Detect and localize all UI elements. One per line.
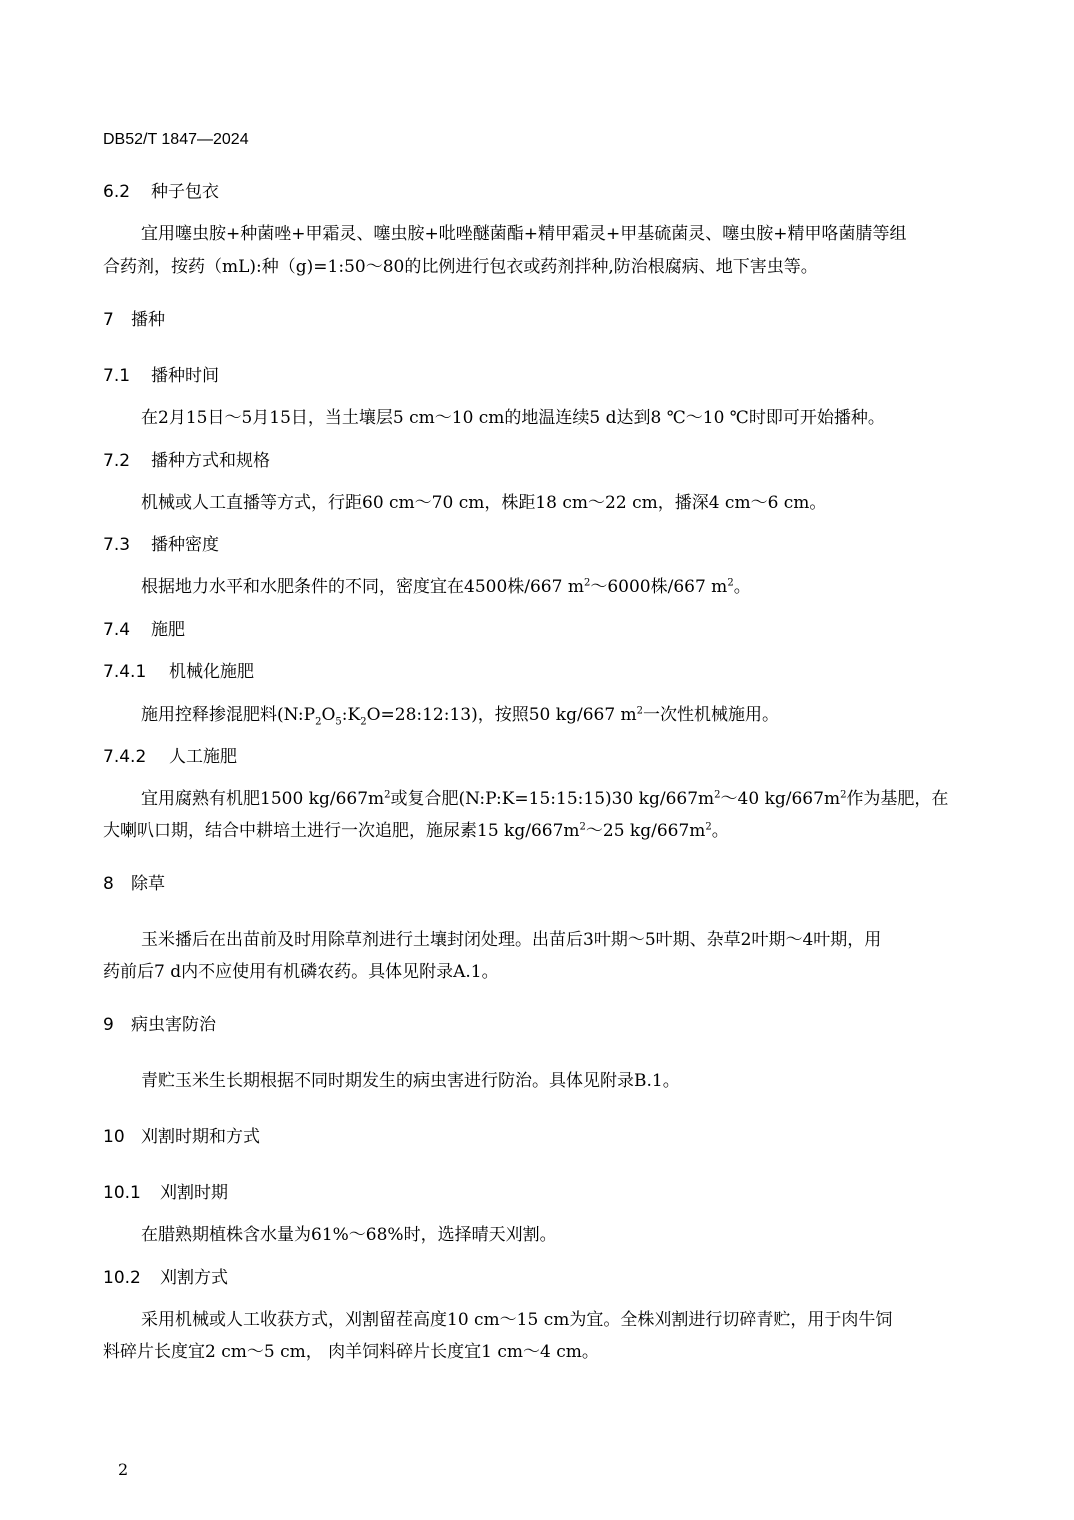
heading-10 <box>103 1122 949 1147</box>
paragraph-7-4-2-line1 <box>141 784 987 809</box>
superscript: 2 <box>636 705 644 717</box>
heading-title: 施肥 <box>151 620 185 640</box>
heading-title: 播种密度 <box>151 535 219 555</box>
heading-7-4 <box>103 615 949 640</box>
text-run: 施用控释掺混肥料(N:P <box>141 705 316 725</box>
superscript: 2 <box>583 577 591 589</box>
superscript: 2 <box>714 789 721 801</box>
text-run: 一次性机械施用。 <box>643 705 780 725</box>
heading-7-3 <box>103 530 949 555</box>
heading-number: 7.2 <box>103 451 131 471</box>
heading-10-2 <box>103 1263 949 1288</box>
heading-7-4-1 <box>103 657 949 682</box>
paragraph-7-3 <box>141 572 987 597</box>
paragraph-6-2-line2: 合药剂，按药（mL):种（g)=1:50～80的比例进行包衣或药剂拌种,防治根腐病、地下害虫等。 <box>103 257 818 277</box>
heading-number: 10 <box>103 1127 125 1147</box>
heading-number: 9 <box>103 1015 114 1035</box>
superscript: 2 <box>705 821 712 833</box>
heading-title: 病虫害防治 <box>131 1015 216 1035</box>
text-run: 。 <box>733 577 751 597</box>
paragraph-10-1: 在腊熟期植株含水量为61%～68%时，选择晴天刈割。 <box>141 1225 557 1245</box>
heading-7-2 <box>103 446 949 471</box>
subscript: 2 <box>360 716 367 728</box>
heading-title: 播种时间 <box>151 366 219 386</box>
paragraph-7-4-2-line2 <box>103 816 949 841</box>
superscript: 2 <box>840 789 847 801</box>
text-run: 根据地力水平和水肥条件的不同，密度宜在4500株/667 m <box>141 577 584 597</box>
superscript: 2 <box>727 577 734 589</box>
heading-8 <box>103 869 949 894</box>
heading-9 <box>103 1010 949 1035</box>
paragraph-10-2-line1: 采用机械或人工收获方式，刈割留茬高度10 cm～15 cm为宜。全株刈割进行切碎青贮，用于肉牛饲 <box>141 1310 893 1330</box>
heading-title: 种子包衣 <box>151 182 219 202</box>
heading-title: 播种方式和规格 <box>151 451 270 471</box>
heading-7-1 <box>103 361 949 386</box>
heading-number: 7.4.1 <box>103 662 147 682</box>
heading-number: 7.4 <box>103 620 131 640</box>
paragraph-6-2-line1: 宜用噻虫胺+种菌唑+甲霜灵、噻虫胺+吡唑醚菌酯+精甲霜灵+甲基硫菌灵、噻虫胺+精甲咯菌腈等组 <box>141 224 907 244</box>
heading-7-4-2 <box>103 742 949 767</box>
paragraph-10-2-line2: 料碎片长度宜2 cm～5 cm， 肉羊饲料碎片长度宜1 cm～4 cm。 <box>103 1342 599 1362</box>
paragraph-8-line1: 玉米播后在出苗前及时用除草剂进行土壤封闭处理。出苗后3叶期～5叶期、杂草2叶期～4叶期，用 <box>141 930 882 950</box>
heading-number: 7.3 <box>103 535 131 555</box>
heading-title: 刈割时期 <box>160 1183 228 1203</box>
heading-number: 10.2 <box>103 1268 141 1288</box>
heading-title: 刈割时期和方式 <box>141 1127 260 1147</box>
text-run: 大喇叭口期，结合中耕培土进行一次追肥，施尿素15 kg/667m <box>103 821 580 841</box>
paragraph-9: 青贮玉米生长期根据不同时期发生的病虫害进行防治。具体见附录B.1。 <box>141 1071 680 1091</box>
text-run: ～6000株/667 m <box>590 577 728 597</box>
text-run: 作为基肥，在 <box>846 789 949 809</box>
text-run: :K <box>341 705 361 725</box>
heading-title: 播种 <box>131 310 165 330</box>
heading-number: 7 <box>103 310 114 330</box>
text-run: 宜用腐熟有机肥1500 kg/667m <box>141 789 385 809</box>
heading-7 <box>103 305 949 330</box>
text-run: O <box>321 705 336 725</box>
page-number: 2 <box>118 1460 129 1479</box>
heading-number: 10.1 <box>103 1183 141 1203</box>
heading-title: 机械化施肥 <box>169 662 254 682</box>
superscript: 2 <box>384 789 391 801</box>
paragraph-7-4-1 <box>141 700 987 728</box>
heading-6-2 <box>103 177 949 202</box>
text-run: 。 <box>711 821 729 841</box>
heading-title: 人工施肥 <box>169 747 237 767</box>
paragraph-8-line2: 药前后7 d内不应使用有机磷农药。具体见附录A.1。 <box>103 962 499 982</box>
text-run: ～40 kg/667m <box>720 789 841 809</box>
paragraph-7-1: 在2月15日～5月15日，当土壤层5 cm～10 cm的地温连续5 d达到8 ℃～10 ℃时即可开始播种。 <box>141 408 885 428</box>
heading-10-1 <box>103 1178 949 1203</box>
text-run: O=28:12:13)，按照50 kg/667 m <box>366 705 637 725</box>
document-id: DB52/T 1847—2024 <box>103 131 249 148</box>
paragraph-7-2: 机械或人工直播等方式，行距60 cm～70 cm，株距18 cm～22 cm，播深4 cm～6 cm。 <box>141 493 827 513</box>
heading-number: 7.4.2 <box>103 747 147 767</box>
subscript: 5 <box>335 716 342 728</box>
text-run: 或复合肥(N:P:K=15:15:15)30 kg/667m <box>390 789 715 809</box>
superscript: 2 <box>579 821 586 833</box>
heading-number: 6.2 <box>103 182 131 202</box>
heading-number: 8 <box>103 874 114 894</box>
subscript: 2 <box>315 716 322 728</box>
text-run: ～25 kg/667m <box>585 821 706 841</box>
heading-title: 除草 <box>131 874 165 894</box>
heading-number: 7.1 <box>103 366 131 386</box>
heading-title: 刈割方式 <box>160 1268 228 1288</box>
